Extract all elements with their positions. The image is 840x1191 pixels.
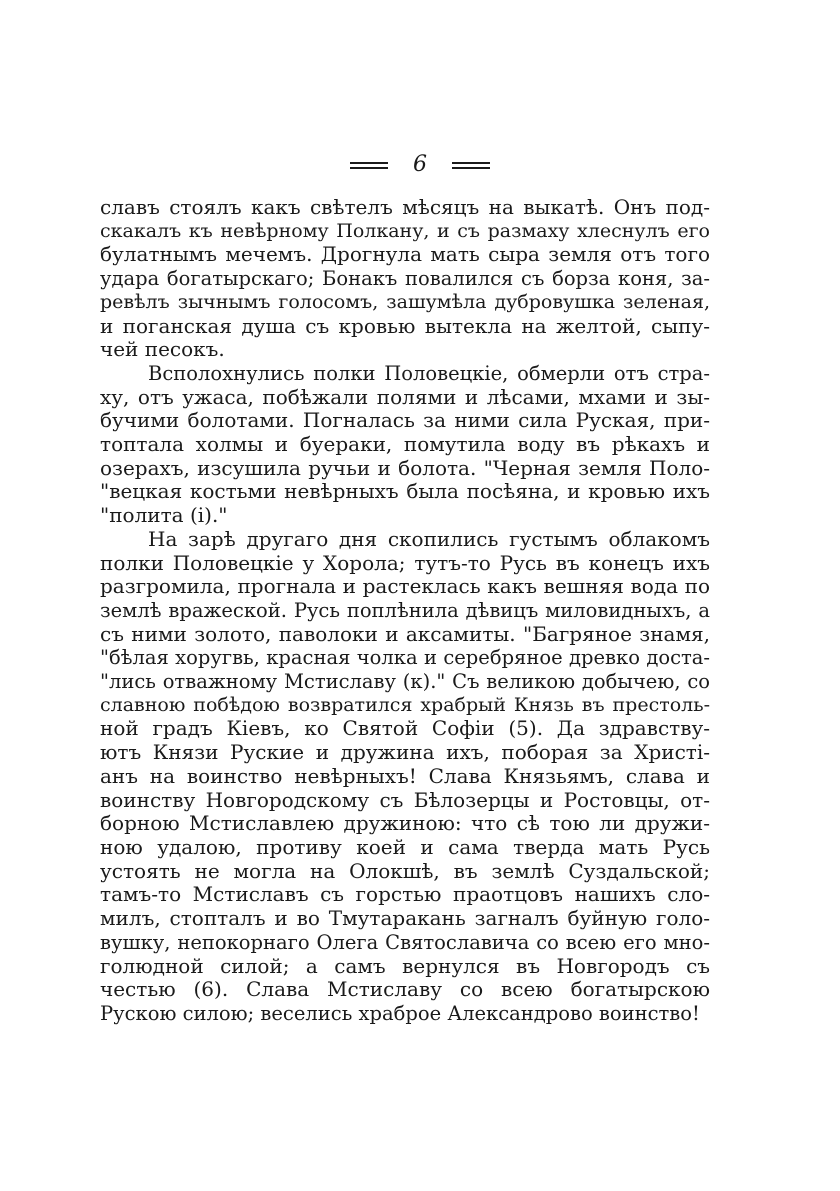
page-number: 6 [413, 152, 427, 177]
text-line: ной градъ Кіевъ, ко Святой Софіи (5). Да здравству- [100, 716, 710, 741]
text-line: озерахъ, изсушила ручьи и болота. "Черная земля Поло- [100, 455, 710, 480]
text-line: полки Половецкіе у Хорола; тутъ-то Русь въ конецъ ихъ [100, 550, 710, 575]
text-line: милъ, стопталъ и во Тмутаракань загналъ буйную голо- [100, 906, 710, 931]
text-line: Всполохнулись полки Половецкіе, обмерли отъ стра- [148, 361, 710, 385]
paragraph-3 [100, 528, 710, 1026]
paragraph-2 [100, 362, 710, 528]
text-body [100, 196, 710, 1026]
text-line: Рускою силою; веселись храброе Александрово воинство! [100, 1001, 700, 1025]
text-line: топтала холмы и буераки, помутила воду въ рѣкахъ и [100, 432, 710, 457]
text-line: съ ними золото, паволоки и аксамиты. "Багряное знамя, [100, 621, 710, 646]
text-line: тамъ-то Мстиславъ съ горстью праотцовъ нашихъ сло- [100, 882, 710, 907]
text-line: булатнымъ мечемъ. Дрогнула мать сыра земля отъ того [100, 242, 710, 267]
paragraph-1 [100, 196, 710, 362]
text-line: На зарѣ другаго дня скопились густымъ облакомъ [148, 526, 710, 551]
text-line: ною удалою, противу коей и сама тверда мать Русь [100, 834, 710, 859]
text-line: анъ на воинство невѣрныхъ! Слава Князьямъ, слава и [100, 763, 710, 788]
text-line: "полита (і)." [100, 503, 228, 528]
text-line: голюдной силой; а самъ вернулся въ Новгородъ съ [100, 953, 710, 978]
text-line: славною побѣдою возвратился храбрый Князь въ престоль- [100, 693, 710, 716]
text-line: удара богатырскаго; Бонакъ повалился съ борза коня, за- [100, 267, 710, 291]
text-line: разгромила, прогнала и растеклась какъ вешняя вода по [100, 574, 710, 599]
text-line: "лись отважному Мстиславу (к)." Съ великою добычею, со [100, 670, 710, 694]
text-line: "бѣлая хоругвь, красная чолка и серебряное древко доста- [100, 646, 710, 670]
text-line: "вецкая костьми невѣрныхъ была посѣяна, и кровью ихъ [100, 479, 710, 504]
text-line: ревѣлъ зычнымъ голосомъ, зашумѣла дубровушка зеленая, [100, 290, 710, 313]
text-line: славъ стоялъ какъ свѣтелъ мѣсяцъ на выкатѣ. Онъ под- [100, 195, 710, 219]
text-line: честью (6). Слава Мстиславу со всею богатырскою [100, 977, 710, 1002]
text-line: скакалъ къ невѣрному Полкану, и съ размаху хлеснулъ его [100, 219, 710, 242]
text-line: землѣ вражеской. Русь поплѣнила дѣвицъ миловидныхъ, а [100, 598, 710, 622]
text-line: бучими болотами. Погналась за ними сила Руская, при- [100, 408, 710, 433]
text-line: борною Мстиславлею дружиною: что сѣ тою ли дружи- [100, 811, 710, 836]
text-line: устоять не могла на Олокшѣ, въ землѣ Суздальской; [100, 858, 710, 883]
text-line: ху, отъ ужаса, побѣжали полями и лѣсами, мхами и зы- [100, 384, 710, 409]
right-ornament-rule [452, 159, 490, 172]
text-line: ютъ Князи Руские и дружина ихъ, поборая за Христі- [100, 740, 710, 765]
text-line: вушку, непокорнаго Олега Святославича со всею его мно- [100, 930, 710, 954]
text-line: воинству Новгородскому съ Бѣлозерцы и Ростовцы, от- [100, 787, 710, 812]
page-header [0, 150, 840, 180]
left-ornament-rule [350, 159, 388, 172]
text-line: чей песокъ. [100, 337, 225, 362]
text-line: и поганская душа съ кровью вытекла на желтой, сыпу- [100, 313, 710, 338]
